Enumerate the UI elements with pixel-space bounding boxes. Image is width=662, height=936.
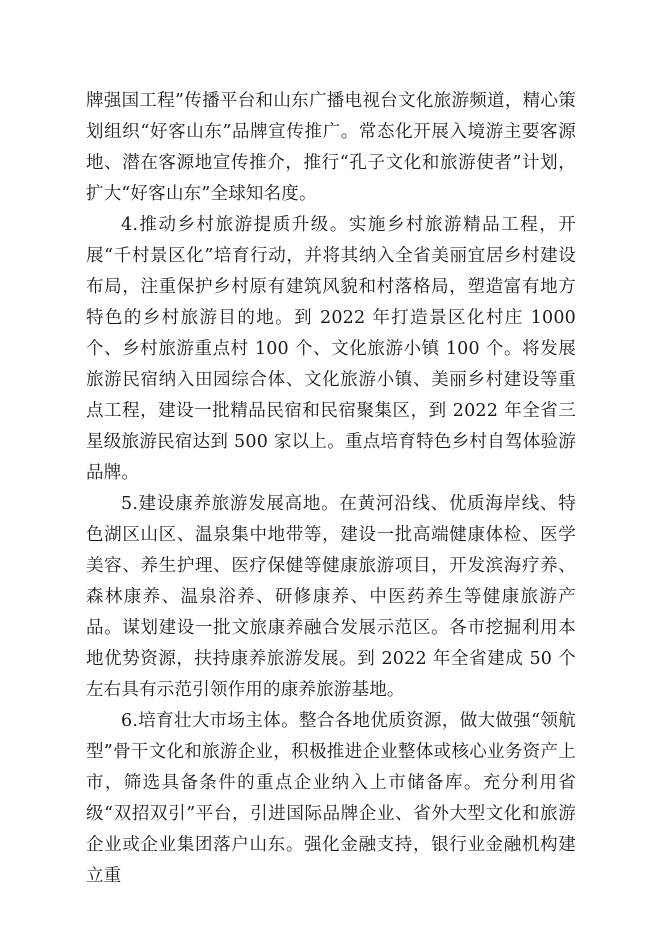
paragraph-wellness-tourism: 5.建设康养旅游发展高地。在黄河沿线、优质海岸线、特色湖区山区、温泉集中地带等，建设一批高端健康体检、医学美容、养生护理、医疗保健等健康旅游项目，开发滨海疗养、森林康养、温泉浴养、研修康养、中医药养生等健康旅游产品。谋划建设一批文旅康养融合发展示范区。各市挖掘利用本地优势资源，扶持康养旅游发展。到 2022 年全省建成 50 个左右具有示范引领作用的康养旅游基地。 <box>86 494 576 700</box>
document-body <box>86 86 576 892</box>
paragraph-rural-tourism: 4.推动乡村旅游提质升级。实施乡村旅游精品工程，开展“千村景区化”培育行动，并将其纳入全省美丽宜居乡村建设布局，注重保护乡村原有建筑风貌和村落格局，塑造富有地方特色的乡村旅游目的地。到 2022 年打造景区化村庄 1000 个、乡村旅游重点村 100 个、文化旅游小镇 100 个。将发展旅游民宿纳入田园综合体、文化旅游小镇、美丽乡村建设等重点工程，建设一批精品民宿和民宿聚集区，到 2022 年全省三星级旅游民宿达到 500 家以上。重点培育特色乡村自驾体验游品牌。 <box>86 215 576 483</box>
paragraph-market-entities: 6.培育壮大市场主体。整合各地优质资源，做大做强“领航型”骨干文化和旅游企业，积极推进企业整体或核心业务资产上市，筛选具备条件的重点企业纳入上市储备库。充分利用省级“双招双引”平台，引进国际品牌企业、省外大型文化和旅游企业或企业集团落户山东。强化金融支持，银行业金融机构建立重 <box>86 711 576 886</box>
paragraph-continuation: 牌强国工程”传播平台和山东广播电视台文化旅游频道，精心策划组织“好客山东”品牌宣传推广。常态化开展入境游主要客源地、潜在客源地宣传推介，推行“孔子文化和旅游使者”计划，扩大“好客山东”全球知名度。 <box>86 91 576 204</box>
